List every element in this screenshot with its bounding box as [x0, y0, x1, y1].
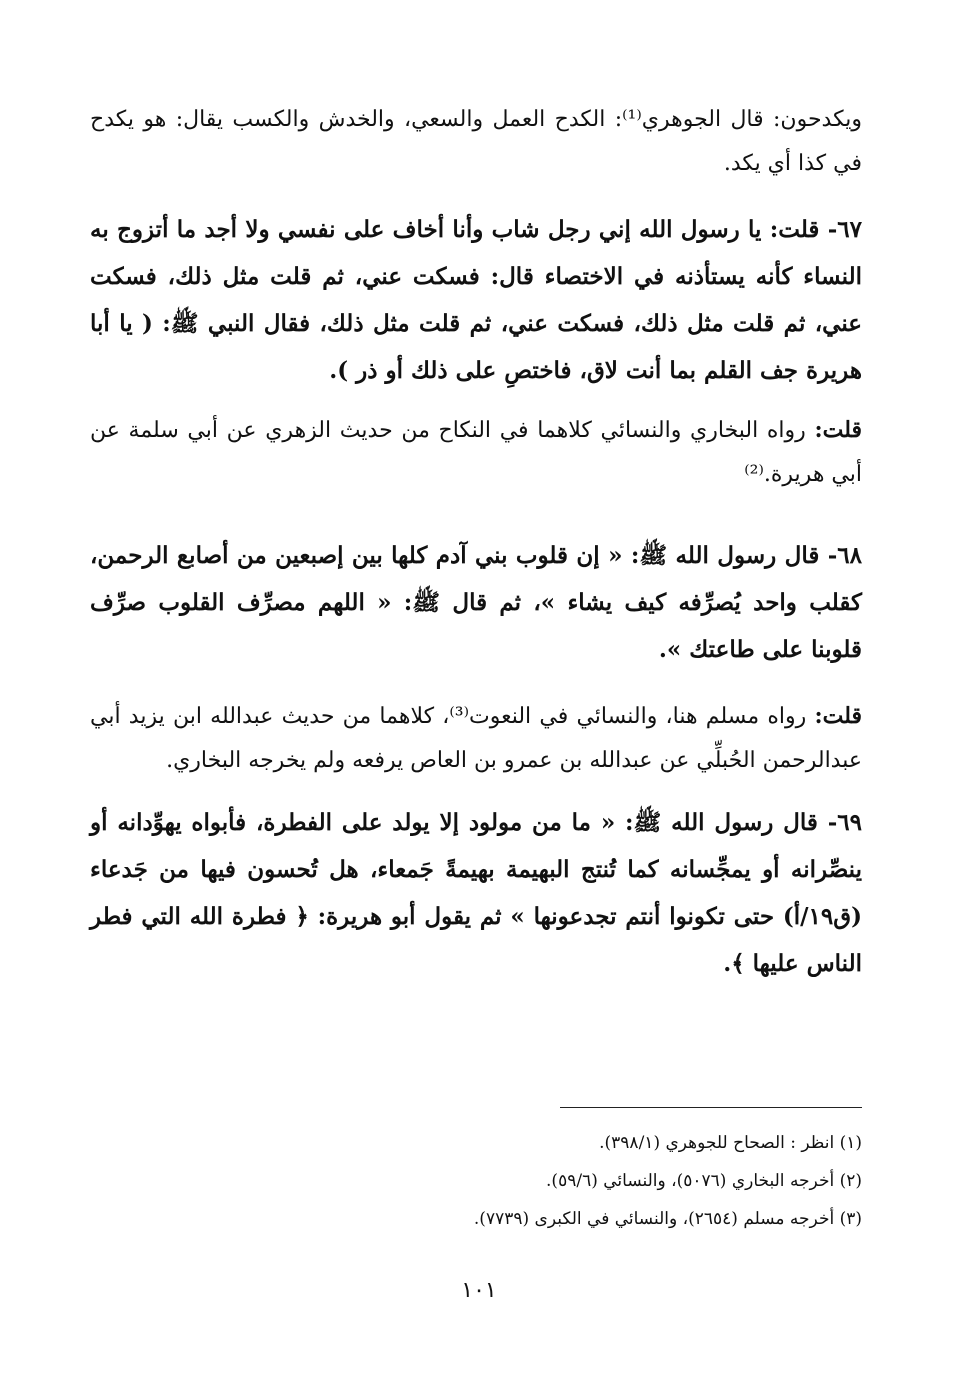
commentary-68	[90, 694, 862, 783]
paragraph-text: ٦٩- قال رسول الله ﷺ: « ما من مولود إلا يولد على الفطرة، فأبواه يهوِّدانه أو ينصِّرانه أو يمجِّسانه كما تُنتج البهيمة بهيمةً جَمعاء، هل تُحسون فيها من جَدعاء (ق١٩/أ) حتى تكونوا أنتم تجدعونها » ثم يقول أبو هريرة: ﴿ فطرة الله التي فطر الناس عليها ﴾.	[90, 809, 862, 977]
hadith-67	[90, 206, 862, 394]
paragraph-lead: قلت:	[814, 703, 862, 729]
hadith-69	[90, 799, 862, 987]
footnote-item: (١) انظر : الصحاح للجوهري (٣٩٨/١).	[599, 1133, 862, 1153]
paragraph-text: رواه البخاري والنسائي كلاهما في النكاح من حديث الزهري عن أبي سلمة عن أبي هريرة.⁽²⁾	[90, 418, 862, 487]
paragraph-text: رواه مسلم هنا، والنسائي في النعوت⁽³⁾، كلاهما من حديث عبدالله ابن يزيد أبي عبدالرحمن الحُبلِّي عن عبدالله بن عمرو بن العاص يرفعه ولم يخرجه البخاري.	[90, 704, 862, 773]
paragraph-kadh-definition	[90, 98, 862, 186]
paragraph-text: ٦٨- قال رسول الله ﷺ: « إن قلوب بني آدم كلها بين إصبعين من أصابع الرحمن، كقلب واحد يُصرِّفه كيف يشاء »، ثم قال ﷺ: « اللهم مصرِّف القلوب صرِّف قلوبنا على طاعتك ».	[90, 542, 862, 663]
paragraph-lead: قلت:	[814, 417, 862, 443]
footnote-item: (٢) أخرجه البخاري (٥٠٧٦)، والنسائي (٥٩/٦).	[546, 1171, 862, 1191]
footnote-item: (٣) أخرجه مسلم (٢٦٥٤)، والنسائي في الكبرى (٧٧٣٩).	[473, 1209, 862, 1229]
footnotes-list	[90, 1124, 862, 1238]
paragraph-text: ويكدحون: قال الجوهري⁽¹⁾: الكدح العمل والسعي، والخدش والكسب يقال: هو يكدح في كذا أي يكد.	[90, 107, 862, 176]
hadith-68	[90, 532, 862, 673]
page-number: ١٠١	[461, 1278, 497, 1303]
paragraph-text: ٦٧- قلت: يا رسول الله إني رجل شاب وأنا أخاف على نفسي ولا أجد ما أتزوج به النساء كأنه يستأذنه في الاختصاء قال: فسكت عني، ثم قلت مثل ذلك، فسكت عني، ثم قلت مثل ذلك، فسكت عني، ثم قلت مثل ذلك، فقال النبي ﷺ: ( يا أبا هريرة جف القلم بما أنت لاق، فاختصِ على ذلك أو ذر ).	[90, 216, 862, 384]
footnote-separator	[560, 1107, 862, 1108]
commentary-67	[90, 408, 862, 497]
